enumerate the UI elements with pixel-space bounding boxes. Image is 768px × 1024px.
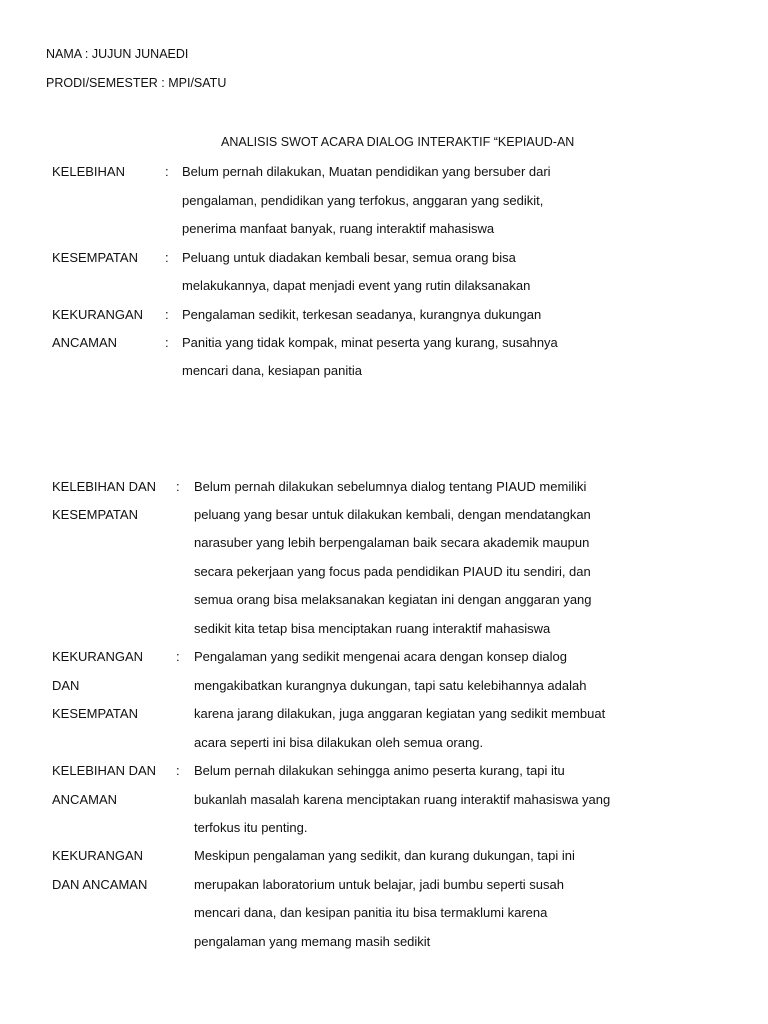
document-title: ANALISIS SWOT ACARA DIALOG INTERAKTIF “KEPIAUD-AN bbox=[221, 135, 575, 149]
kekurangan-text-line: Pengalaman sedikit, terkesan seadanya, kurangnya dukungan bbox=[182, 307, 542, 322]
kelebihan-text-line: Belum pernah dilakukan, Muatan pendidikan yang bersuber dari bbox=[182, 164, 551, 179]
kekurangan-ancaman-text-line: pengalaman yang memang masih sedikit bbox=[194, 934, 431, 949]
kekurangan-ancaman-text-line: mencari dana, dan kesipan panitia itu bisa termaklumi karena bbox=[194, 905, 548, 920]
kelebihan-kesempatan-label: KESEMPATAN bbox=[52, 507, 138, 522]
kekurangan-kesempatan-text-line: mengakibatkan kurangnya dukungan, tapi satu kelebihannya adalah bbox=[194, 678, 587, 693]
kelebihan-kesempatan-text-line: narasuber yang lebih berpengalaman baik secara akademik maupun bbox=[194, 535, 590, 550]
kelebihan-kesempatan-text-line: semua orang bisa melaksanakan kegiatan ini dengan anggaran yang bbox=[194, 592, 592, 607]
prodi-line: PRODI/SEMESTER : MPI/SATU bbox=[46, 76, 227, 90]
ancaman-colon: : bbox=[165, 335, 169, 350]
kelebihan-label: KELEBIHAN bbox=[52, 164, 125, 179]
ancaman-text-line: mencari dana, kesiapan panitia bbox=[182, 363, 362, 378]
ancaman-text-line: Panitia yang tidak kompak, minat peserta yang kurang, susahnya bbox=[182, 335, 558, 350]
kelebihan-kesempatan-text-line: secara pekerjaan yang focus pada pendidikan PIAUD itu sendiri, dan bbox=[194, 564, 591, 579]
kelebihan-ancaman-label: KELEBIHAN DAN bbox=[52, 763, 157, 778]
kesempatan-colon: : bbox=[165, 250, 169, 265]
kekurangan-kesempatan-colon: : bbox=[176, 649, 180, 664]
kekurangan-colon: : bbox=[165, 307, 169, 322]
kelebihan-kesempatan-colon: : bbox=[176, 479, 180, 494]
kelebihan-kesempatan-text-line: Belum pernah dilakukan sebelumnya dialog tentang PIAUD memiliki bbox=[194, 479, 587, 494]
kekurangan-ancaman-text-line: merupakan laboratorium untuk belajar, jadi bumbu seperti susah bbox=[194, 877, 564, 892]
kesempatan-label: KESEMPATAN bbox=[52, 250, 138, 265]
kelebihan-text-line: penerima manfaat banyak, ruang interaktif mahasiswa bbox=[182, 221, 495, 236]
kelebihan-ancaman-text-line: bukanlah masalah karena menciptakan ruang interaktif mahasiswa yang bbox=[194, 792, 611, 807]
kekurangan-kesempatan-text-line: Pengalaman yang sedikit mengenai acara dengan konsep dialog bbox=[194, 649, 567, 664]
kekurangan-ancaman-label: KEKURANGAN bbox=[52, 848, 144, 863]
kelebihan-ancaman-label: ANCAMAN bbox=[52, 792, 118, 807]
kelebihan-ancaman-text-line: Belum pernah dilakukan sehingga animo peserta kurang, tapi itu bbox=[194, 763, 565, 778]
kekurangan-kesempatan-text-line: karena jarang dilakukan, juga anggaran kegiatan yang sedikit membuat bbox=[194, 706, 606, 721]
kelebihan-ancaman-colon: : bbox=[176, 763, 180, 778]
kekurangan-kesempatan-label: KEKURANGAN bbox=[52, 649, 144, 664]
kesempatan-text-line: melakukannya, dapat menjadi event yang rutin dilaksanakan bbox=[182, 278, 531, 293]
kekurangan-kesempatan-label: KESEMPATAN bbox=[52, 706, 138, 721]
kelebihan-colon: : bbox=[165, 164, 169, 179]
kekurangan-label: KEKURANGAN bbox=[52, 307, 144, 322]
kekurangan-ancaman-text-line: Meskipun pengalaman yang sedikit, dan kurang dukungan, tapi ini bbox=[194, 848, 575, 863]
kelebihan-kesempatan-label: KELEBIHAN DAN bbox=[52, 479, 157, 494]
name-line: NAMA : JUJUN JUNAEDI bbox=[46, 47, 189, 61]
kekurangan-ancaman-label: DAN ANCAMAN bbox=[52, 877, 148, 892]
kelebihan-kesempatan-text-line: peluang yang besar untuk dilakukan kembali, dengan mendatangkan bbox=[194, 507, 591, 522]
ancaman-label: ANCAMAN bbox=[52, 335, 118, 350]
kelebihan-ancaman-text-line: terfokus itu penting. bbox=[194, 820, 308, 835]
kelebihan-text-line: pengalaman, pendidikan yang terfokus, anggaran yang sedikit, bbox=[182, 193, 544, 208]
kekurangan-kesempatan-text-line: acara seperti ini bisa dilakukan oleh semua orang. bbox=[194, 735, 484, 750]
kekurangan-kesempatan-label: DAN bbox=[52, 678, 80, 693]
kelebihan-kesempatan-text-line: sedikit kita tetap bisa menciptakan ruang interaktif mahasiswa bbox=[194, 621, 551, 636]
kesempatan-text-line: Peluang untuk diadakan kembali besar, semua orang bisa bbox=[182, 250, 516, 265]
